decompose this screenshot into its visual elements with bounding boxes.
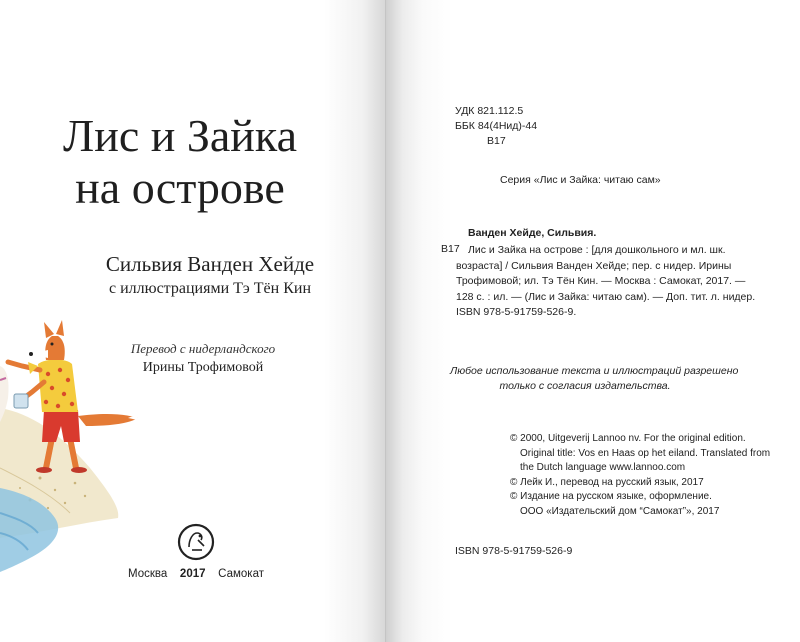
book-title-line-1: Лис и Зайка (63, 110, 297, 161)
isbn-number: ISBN 978-5-91759-526-9 (455, 545, 573, 557)
copyright-line: © 2000, Uitgeverij Lannoo nv. For the original edition. (510, 433, 746, 444)
bbk-code: ББК 84(4Нид)-44 (455, 120, 538, 132)
author-name: Сильвия Ванден Хейде (105, 252, 315, 276)
copyright-line: © Издание на русском языке, оформление. (510, 491, 712, 502)
bibliographic-record (456, 243, 778, 321)
bibliographic-code: В17 (441, 243, 460, 255)
copyright-line: © Лейк И., перевод на русский язык, 2017 (510, 476, 704, 488)
translation-note: Перевод с нидерландского (130, 341, 276, 356)
copyright-block (510, 432, 770, 519)
copyright-line: ООО «Издательский дом “Самокат”», 2017 (520, 505, 720, 517)
title-page (0, 0, 386, 642)
book-title-line-2: на острове (75, 162, 285, 213)
bibliographic-heading: Ванден Хейде, Сильвия. (468, 227, 597, 239)
rights-note-line: Любое использование текста и иллюстраций разрешено (450, 365, 739, 377)
illustrator-credit: с иллюстрациями Тэ Тён Кин (108, 280, 312, 297)
imprint-publisher: Самокат (218, 568, 264, 580)
library-code: В17 (487, 135, 506, 147)
imprint-line (128, 568, 264, 580)
copyright-line: Original title: Vos en Haas op het eiland. Translated from (520, 447, 771, 459)
book-title (0, 110, 360, 214)
udk-code: УДК 821.112.5 (455, 105, 524, 117)
catalog-codes (455, 104, 537, 149)
bibliographic-line: 128 с. : ил. — (Лис и Зайка: читаю сам). — Доп. тит. л. нидер. (456, 290, 756, 303)
rights-note-line: только с согласия издательства. (499, 380, 671, 392)
translator-name: Ирины Трофимовой (142, 360, 264, 375)
publisher-logo-icon (176, 520, 216, 564)
copyright-line: the Dutch language www.lannoo.com (520, 462, 686, 473)
bibliographic-line: Лис и Зайка на острове : [для дошкольного и мл. шк. (468, 244, 726, 256)
bibliographic-line: возраста] / Сильвия Ванден Хейде; пер. с нидер. Ирины (456, 259, 732, 272)
imprint-year: 2017 (179, 568, 206, 580)
bibliographic-line: Трофимовой; ил. Тэ Тён Кин. — Москва : Самокат, 2017. — (456, 275, 746, 287)
bibliographic-line: ISBN 978-5-91759-526-9. (456, 306, 577, 318)
series-line: Серия «Лис и Зайка: читаю сам» (500, 174, 661, 186)
imprint-city: Москва (128, 568, 168, 580)
copyright-page (386, 0, 800, 642)
rights-note (450, 364, 739, 394)
fox-illustration (0, 318, 140, 578)
